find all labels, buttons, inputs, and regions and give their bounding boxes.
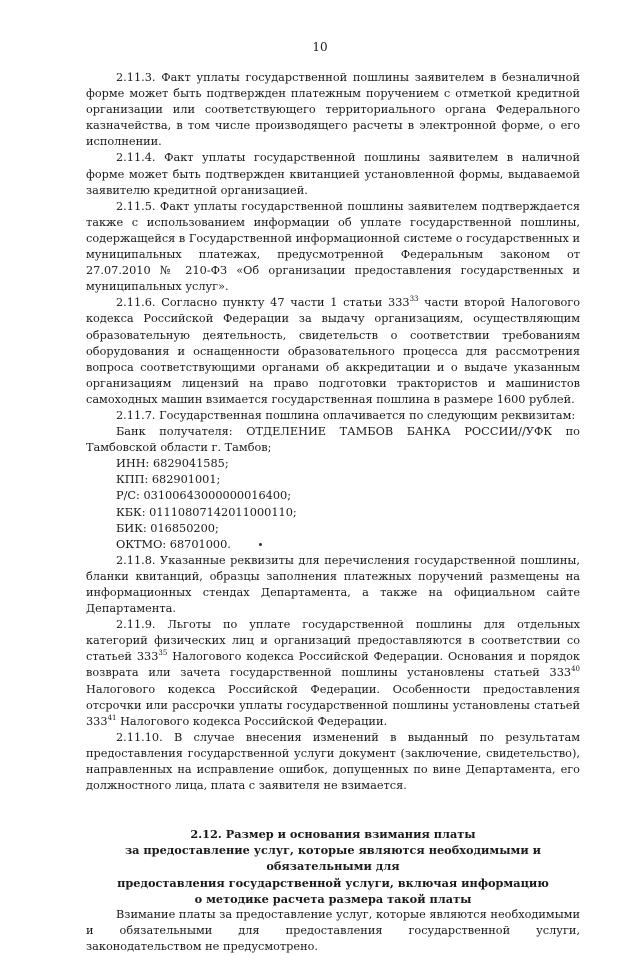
bank-recipient-line: Банк получателя: ОТДЕЛЕНИЕ ТАМБОВ БАНКА РОССИИ//УФК по Тамбовской области г. Тамбов; <box>86 425 580 455</box>
requisite-oktmo-row <box>86 537 580 553</box>
footnote-sup-33: 33 <box>409 295 419 304</box>
paragraph-2-11-9-part4: Налогового кодекса Российской Федерации. <box>116 714 388 728</box>
paragraph-2-11-10: 2.11.10. В случае внесения изменений в выданный по результатам предоставления государственной услуги документ (заключение, свидетельство), направленных на исправление ошибок, допущенных по вине Департамента, его должностного лица, плата с заявителя не взимается. <box>86 730 580 793</box>
requisite-kbk: КБК: 01110807142011000110; <box>116 505 297 519</box>
paragraph-2-11-9-part2: Налогового кодекса Российской Федерации. Основания и порядок возврата или зачета государственной пошлины установлены статьей 333 <box>86 650 580 680</box>
footnote-sup-41: 41 <box>107 713 117 722</box>
requisite-bik: БИК: 016850200; <box>116 521 219 535</box>
requisite-account: Р/С: 03100643000000016400; <box>116 489 292 503</box>
section-2-12-body: Взимание платы за предоставление услуг, которые являются необходимыми и обязательными для предоставления государственной услуги, законодательством не предусмотрено. <box>86 907 580 953</box>
paragraph-2-11-9 <box>86 617 580 730</box>
document-body <box>86 70 580 955</box>
paragraph-2-11-8: 2.11.8. Указанные реквизиты для перечисления государственной пошлины, бланки квитанций, образцы заполнения платежных поручений размещены на информационных стендах Департамента, а также на официальном сайте Департамента. <box>86 553 580 616</box>
paragraph-2-11-5: 2.11.5. Факт уплаты государственной пошлины заявителем подтверждается также с использованием информации об уплате государственной пошлины, содержащейся в Государственной информационной системе о государственных и муниципальных платежах, предусмотренной Федеральным законом от 27.07.2010 № 210-ФЗ «Об организации предоставления государственных и муниципальных услуг». <box>86 199 581 294</box>
section-2-12-heading-line3: предоставления государственной услуги, включая информацию <box>117 875 549 890</box>
paragraph-2-11-7: 2.11.7. Государственная пошлина оплачивается по следующим реквизитам: <box>116 408 576 422</box>
section-gap <box>86 794 580 826</box>
paragraph-2-11-9-part3: Налогового кодекса Российской Федерации. Особенности предоставления отсрочки или рассрочки уплаты государственной пошлины установлены статьей 333 <box>86 682 580 728</box>
footnote-sup-35: 35 <box>158 649 168 658</box>
paragraph-2-11-9-part1: 2.11.9. Льготы по уплате государственной пошлины для отдельных категорий физических лиц и организаций предоставляются в соответствии со статьей 333 <box>86 618 580 664</box>
section-2-12-heading-line4: о методике расчета размера такой платы <box>194 891 472 906</box>
section-2-12-heading-line2: за предоставление услуг, которые являются необходимыми и обязательными для <box>124 843 542 874</box>
requisite-kpp: КПП: 682901001; <box>116 473 221 487</box>
page-number: 10 <box>312 40 328 54</box>
paragraph-2-11-6-rest: части второй Налогового кодекса Российской Федерации за выдачу организациям, осуществляющим образовательную деятельность, свидетельств о соответствии требованиям оборудования и оснащенности образовательного процесса для рассмотрения вопроса соответствующими органами об аккредитации и о выдаче указанным организациям лицензий на право подготовки трактористов и машинистов самоходных машин взимается государственная пошлина в размере 1600 рублей. <box>86 296 580 406</box>
footnote-sup-40: 40 <box>571 665 580 674</box>
paragraph-2-11-4: 2.11.4. Факт уплаты государственной пошлины заявителем в наличной форме может быть подтвержден квитанцией установленной формы, выдаваемой заявителю кредитной организацией. <box>86 151 580 197</box>
requisite-inn: ИНН: 6829041585; <box>116 457 229 471</box>
ink-dot-mark <box>259 543 262 546</box>
paragraph-2-11-6-start: 2.11.6. Согласно пункту 47 части 1 статьи 333 <box>116 296 410 310</box>
paragraph-2-11-3: 2.11.3. Факт уплаты государственной пошлины заявителем в безналичной форме может быть подтвержден платежным поручением с отметкой кредитной организации или соответствующего территориального органа Федерального казначейства, в том числе производящего расчеты в электронной форме, о его исполнении. <box>86 71 580 149</box>
paragraph-2-11-6 <box>86 295 580 408</box>
requisite-oktmo: ОКТМО: 68701000. <box>116 537 231 551</box>
section-2-12-heading: 2.12. Размер и основания взимания платы <box>190 827 476 842</box>
